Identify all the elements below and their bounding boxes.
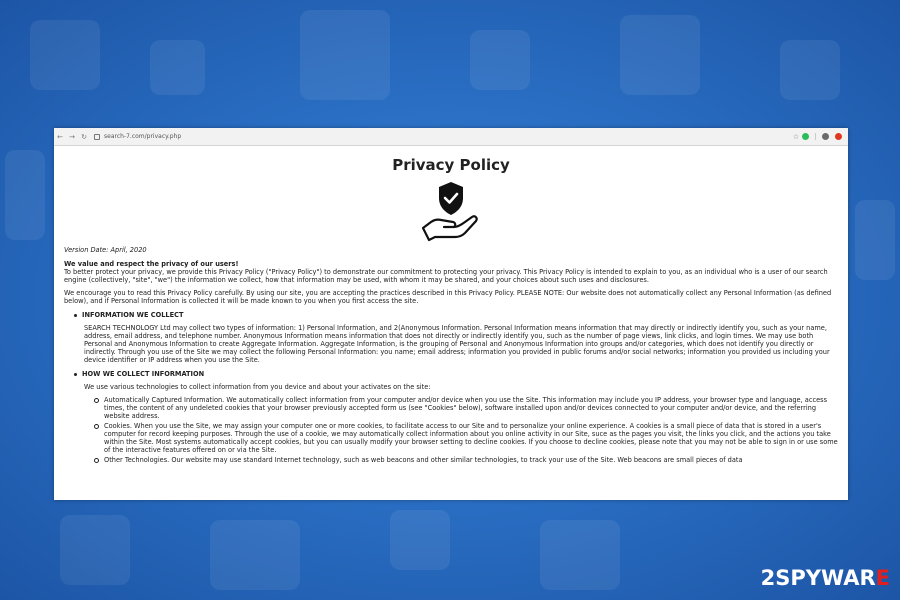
- section-heading-text: HOW WE COLLECT INFORMATION: [82, 370, 205, 378]
- bullet-circle-icon: [94, 398, 99, 403]
- profile-avatar[interactable]: [822, 133, 829, 140]
- lock-icon: [94, 134, 100, 140]
- browser-toolbar: [54, 128, 848, 146]
- extension-icon[interactable]: [802, 133, 809, 140]
- page-title: Privacy Policy: [392, 156, 510, 174]
- background-tile: [470, 30, 530, 90]
- intro-heading: We value and respect the privacy of our users!: [64, 260, 239, 268]
- back-icon[interactable]: ←: [57, 132, 63, 141]
- page-content: [54, 156, 848, 464]
- watermark-logo: [761, 566, 890, 590]
- watermark-text: 2SPYWAR: [760, 566, 876, 590]
- list-item: [94, 396, 838, 420]
- section-heading: [74, 370, 838, 378]
- browser-window: [54, 128, 848, 500]
- url-text: search-7.com/privacy.php: [104, 133, 182, 140]
- bullet-dot-icon: [74, 373, 77, 376]
- section-text: SEARCH TECHNOLOGY Ltd may collect two types of information: 1) Personal Information, and 2(Anonymous Information. Personal Information means information that may directly or indirectly identify you, such as your name, address, email address, and telephone number. Anonymous Information means information that does not directly or indirectly identify you, such as the number of page views, link clicks, and login times. We may use both Personal and Anonymous Information to create Aggregate Information. Aggregate Information, is the grouping of Personal and Anonymous Information into groups and/or categories, which does not identify you directly or indirectly. Through you use of the Site we may collect the following Personal Information: you name; email address; information you provided in public forums and/or social networks; information you provided us including your device identifier or IP address when you use the Site.: [84, 324, 830, 364]
- section-text: We use various technologies to collect information from you device and about your activates on the site:: [84, 383, 431, 391]
- intro-text: To better protect your privacy, we provide this Privacy Policy ("Privacy Policy") to demonstrate our commitment to protecting your privacy. This Privacy Policy is intended to explain to you, as an individual who is a user of our search engine (collectively, "site", "we") the information we collect, how that information may be used, with whom it may be shared, and your choices about such uses and disclosures.: [64, 268, 828, 284]
- address-bar[interactable]: [94, 131, 780, 142]
- separator-icon: [815, 133, 816, 140]
- list-item-text: Other Technologies. Our website may use standard Internet technology, such as web beacons and other similar technologies, to track your use of the Site. Web beacons are small pieces of data: [104, 456, 743, 464]
- shield-hand-icon: [419, 180, 483, 242]
- reload-icon[interactable]: ↻: [81, 132, 87, 141]
- background-tile: [540, 520, 620, 590]
- forward-icon[interactable]: →: [69, 132, 75, 141]
- bullet-circle-icon: [94, 424, 99, 429]
- encourage-text: We encourage you to read this Privacy Policy carefully. By using our site, you are accepting the practices described in this Privacy Policy. PLEASE NOTE: Our website does not automatically collect any Personal Information (as defined below), and if Personal Information is collected it will be made known to you when you first access the site.: [64, 289, 832, 305]
- background-tile: [855, 200, 895, 280]
- background-tile: [30, 20, 100, 90]
- background-tile: [780, 40, 840, 100]
- watermark-accent-text: E: [875, 566, 890, 590]
- background-tile: [60, 515, 130, 585]
- background-tile: [390, 510, 450, 570]
- list-item-text: Cookies. When you use the Site, we may assign your computer one or more cookies, to facilitate access to our Site and to personalize your online experience. A cookies is a small piece of data that is stored in a user's computer for record keeping purposes. Through the use of a cookie, we may automatically collect information about you online activity in our Site, suce as the pages you visit, the links you click, and the actions you take within the Site. Most systems automatically accept cookies, but you can usually modify your browser setting to decline cookies. If you choose to decline cookies, please note that you may not be able to sign in or use some of the interactive features offered on or via the Site.: [104, 422, 838, 454]
- record-extension-icon[interactable]: [835, 133, 842, 140]
- background-tile: [150, 40, 205, 95]
- section-heading-text: INFORMATION WE COLLECT: [82, 311, 184, 319]
- section-heading: [74, 311, 838, 319]
- bullet-circle-icon: [94, 458, 99, 463]
- list-item: [94, 422, 838, 454]
- background-tile: [210, 520, 300, 590]
- star-icon[interactable]: ☆: [792, 132, 800, 141]
- background-tile: [300, 10, 390, 100]
- list-item-text: Automatically Captured Information. We automatically collect information from your computer and/or device when you use the Site. This information may include you IP address, your browser type and language, access times, the content of any undeleted cookies that your browser previously accepted form us (see "Cookies" below), software installed upon and/or devices connected to your computer and/or device, and the referring website address.: [104, 396, 828, 420]
- version-date: Version Date: April, 2020: [64, 246, 147, 254]
- list-item: [94, 456, 838, 464]
- background-tile: [5, 150, 45, 240]
- bullet-dot-icon: [74, 314, 77, 317]
- background-tile: [620, 15, 700, 95]
